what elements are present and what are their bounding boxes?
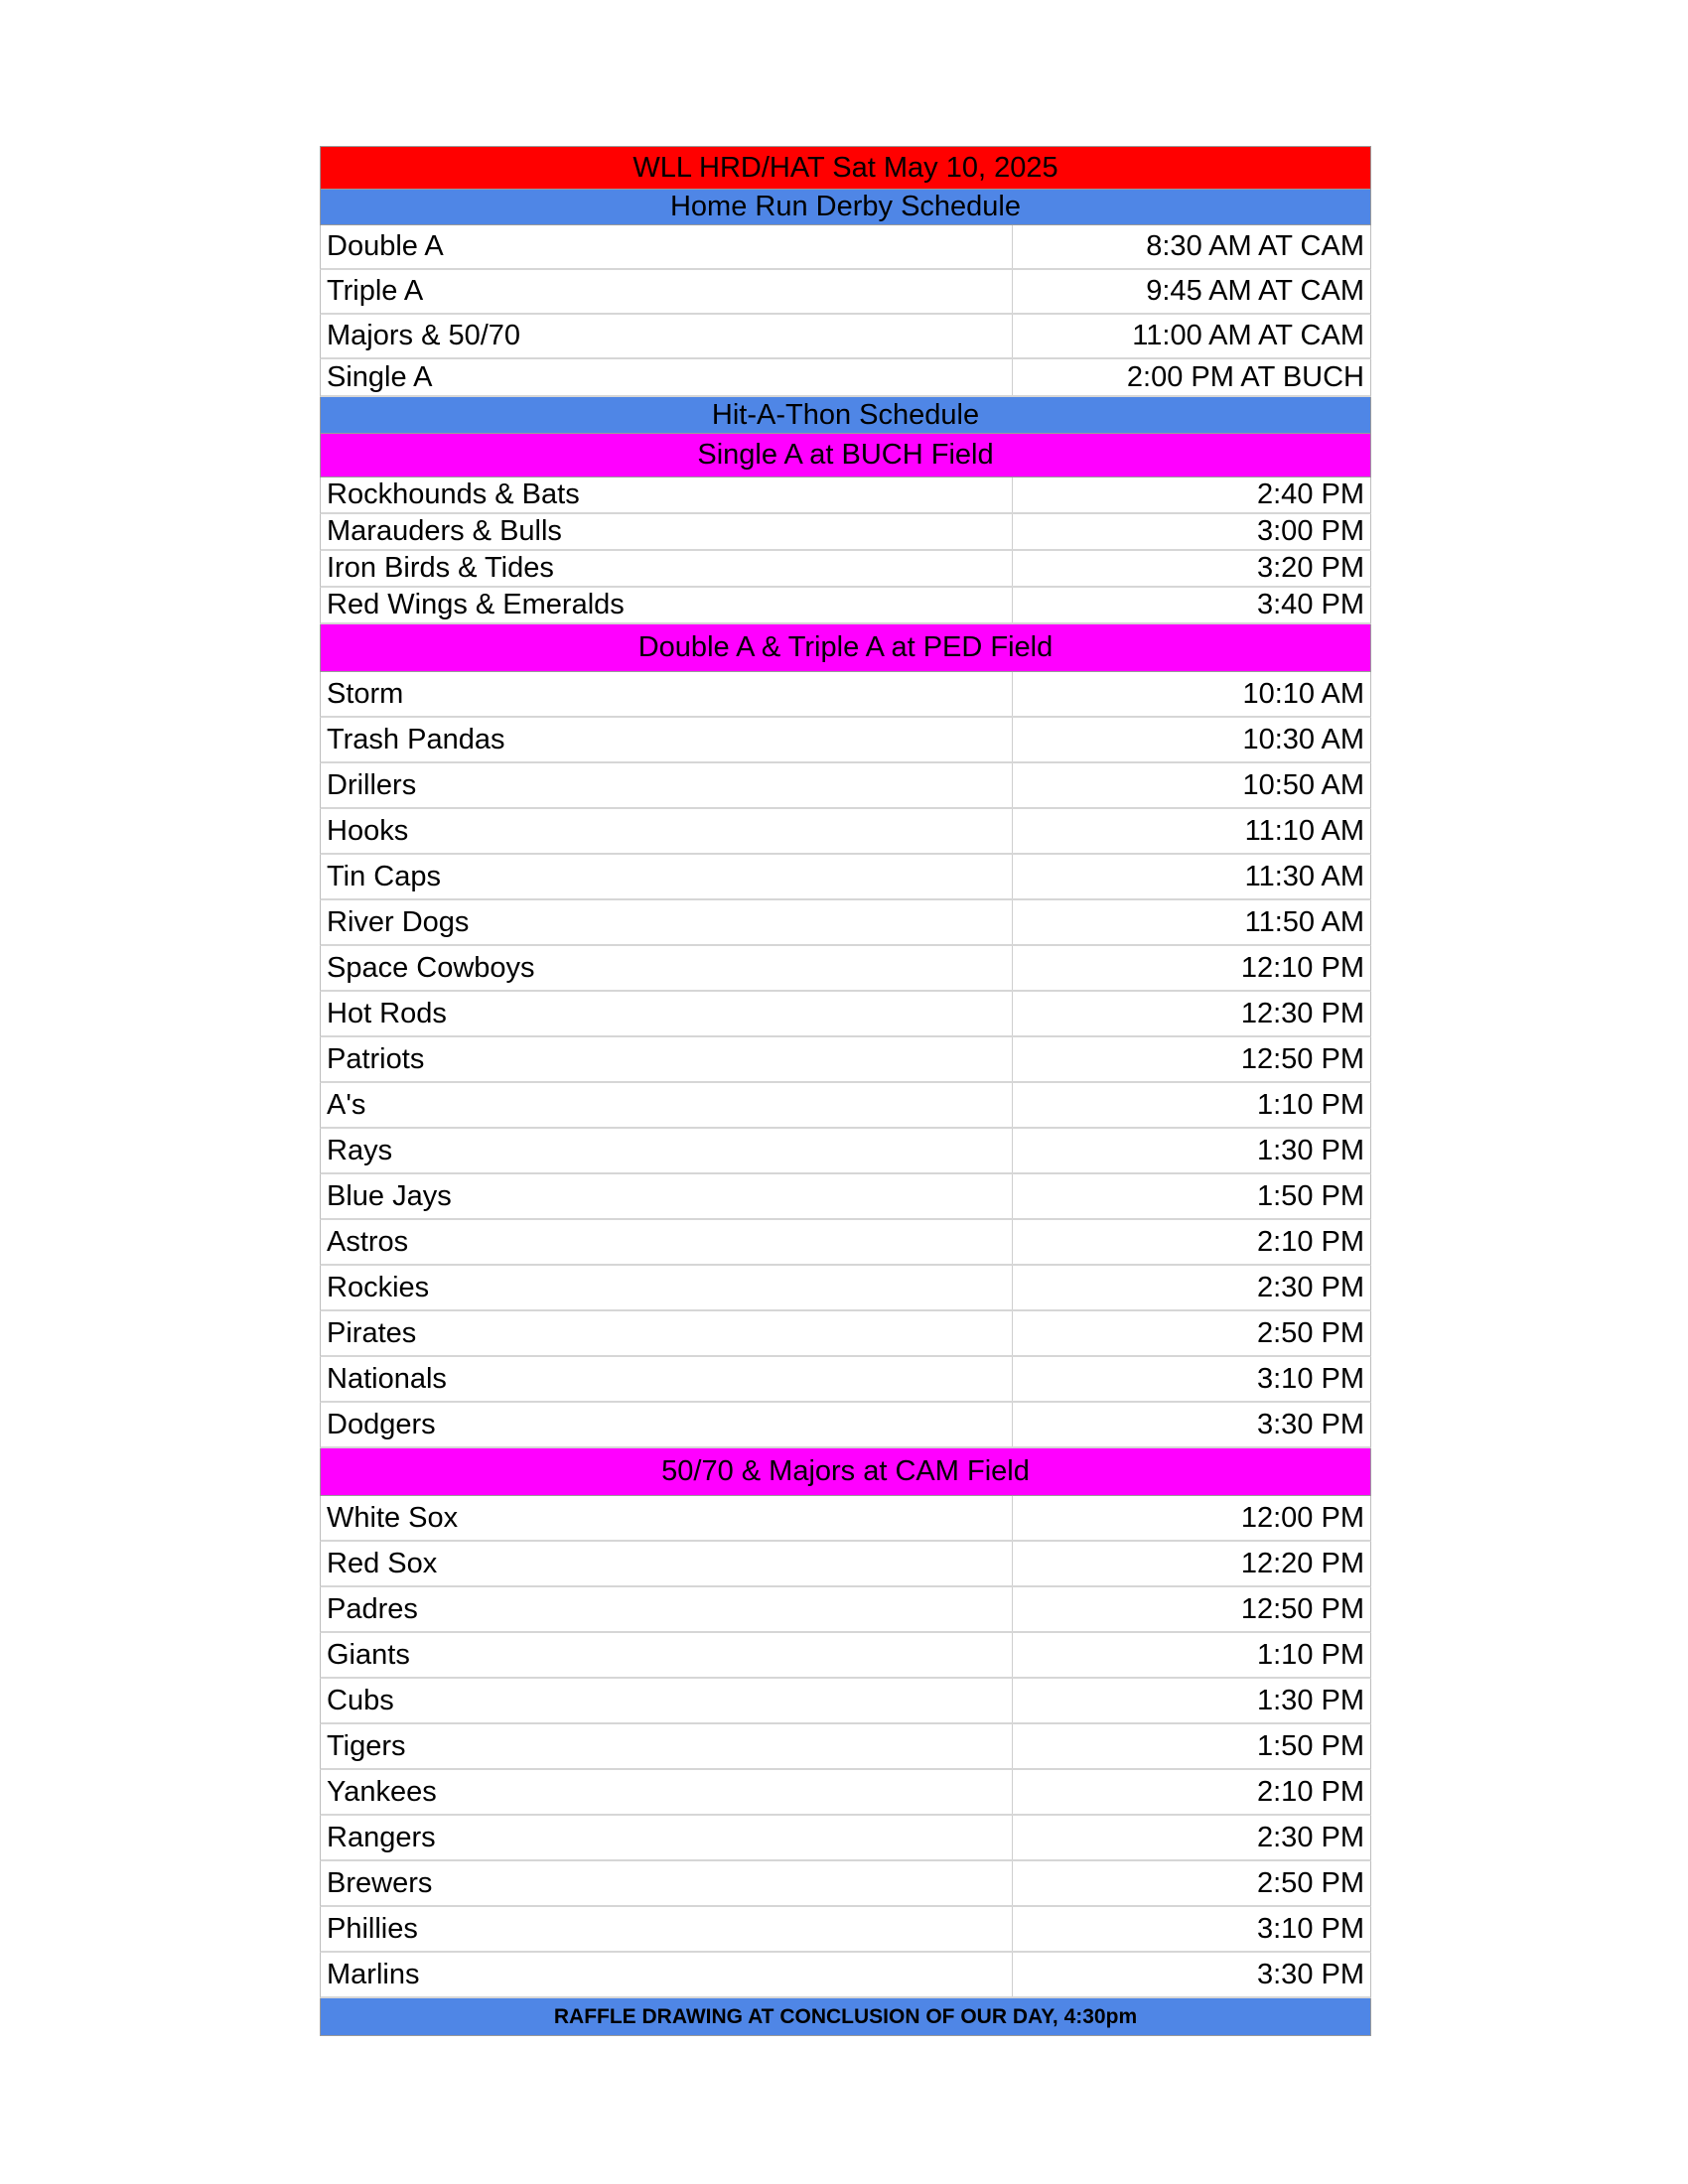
- table-row: [320, 1633, 1371, 1679]
- time-slot: 3:20 PM: [1257, 552, 1364, 584]
- time-slot: 2:50 PM: [1257, 1316, 1364, 1349]
- team-name: Tin Caps: [321, 855, 1013, 898]
- time-slot: 8:30 AM AT CAM: [1146, 230, 1364, 262]
- time-slot: 11:10 AM: [1244, 814, 1364, 847]
- table-row: [320, 763, 1371, 809]
- majors-rows: [320, 1496, 1371, 1998]
- team-name: Tigers: [321, 1724, 1013, 1768]
- team-name: A's: [321, 1083, 1013, 1127]
- table-row: [320, 359, 1371, 397]
- time-slot: 2:50 PM: [1257, 1866, 1364, 1899]
- table-row: [320, 1587, 1371, 1633]
- table-row: [320, 1266, 1371, 1311]
- table-row: [320, 1861, 1371, 1907]
- time-slot: 2:30 PM: [1257, 1821, 1364, 1853]
- time-slot: 11:30 AM: [1244, 860, 1364, 892]
- time-slot: 1:10 PM: [1257, 1638, 1364, 1671]
- team-name: Yankees: [321, 1770, 1013, 1814]
- team-name: Phillies: [321, 1907, 1013, 1951]
- page-title: WLL HRD/HAT Sat May 10, 2025: [320, 146, 1371, 190]
- team-name: Marlins: [321, 1953, 1013, 1996]
- team-name: Rockhounds & Bats: [321, 478, 1013, 512]
- time-slot: 11:00 AM AT CAM: [1132, 320, 1364, 351]
- time-slot: 3:00 PM: [1257, 515, 1364, 547]
- time-slot: 10:10 AM: [1242, 677, 1364, 710]
- team-name: Drillers: [321, 763, 1013, 807]
- team-name: Red Wings & Emeralds: [321, 588, 1013, 622]
- time-slot: 12:50 PM: [1240, 1042, 1364, 1075]
- team-name: Trash Pandas: [321, 718, 1013, 761]
- table-row: [320, 718, 1371, 763]
- team-name: River Dogs: [321, 900, 1013, 944]
- table-row: [320, 992, 1371, 1037]
- time-slot: 1:50 PM: [1257, 1179, 1364, 1212]
- table-row: [320, 672, 1371, 718]
- table-row: [320, 1083, 1371, 1129]
- table-row: [320, 855, 1371, 900]
- team-name: Majors & 50/70: [321, 315, 1013, 357]
- team-name: Pirates: [321, 1311, 1013, 1355]
- table-row: [320, 1357, 1371, 1403]
- team-name: Padres: [321, 1587, 1013, 1631]
- team-name: Triple A: [321, 270, 1013, 313]
- team-name: Giants: [321, 1633, 1013, 1677]
- table-row: [320, 1174, 1371, 1220]
- table-row: [320, 514, 1371, 551]
- time-slot: 12:10 PM: [1240, 951, 1364, 984]
- table-row: [320, 1129, 1371, 1174]
- team-name: Hot Rods: [321, 992, 1013, 1035]
- table-row: [320, 1724, 1371, 1770]
- time-slot: 3:10 PM: [1257, 1912, 1364, 1945]
- table-row: [320, 1037, 1371, 1083]
- table-row: [320, 809, 1371, 855]
- time-slot: 3:30 PM: [1257, 1408, 1364, 1440]
- time-slot: 11:50 AM: [1244, 905, 1364, 938]
- table-row: [320, 270, 1371, 315]
- team-name: Red Sox: [321, 1542, 1013, 1585]
- home-run-derby-heading: Home Run Derby Schedule: [320, 190, 1371, 225]
- time-slot: 2:00 PM AT BUCH: [1126, 360, 1364, 393]
- team-name: Dodgers: [321, 1403, 1013, 1446]
- team-name: Double A: [321, 225, 1013, 268]
- time-slot: 1:50 PM: [1257, 1729, 1364, 1762]
- table-row: [320, 551, 1371, 588]
- team-name: Rockies: [321, 1266, 1013, 1309]
- table-row: [320, 946, 1371, 992]
- table-row: [320, 1679, 1371, 1724]
- hit-a-thon-heading: Hit-A-Thon Schedule: [320, 397, 1371, 434]
- team-name: Marauders & Bulls: [321, 514, 1013, 549]
- table-row: [320, 1403, 1371, 1448]
- time-slot: 2:40 PM: [1257, 478, 1364, 510]
- time-slot: 1:30 PM: [1257, 1134, 1364, 1166]
- table-row: [320, 1220, 1371, 1266]
- time-slot: 1:30 PM: [1257, 1684, 1364, 1716]
- time-slot: 9:45 AM AT CAM: [1146, 275, 1364, 307]
- team-name: Brewers: [321, 1861, 1013, 1905]
- team-name: Space Cowboys: [321, 946, 1013, 990]
- table-row: [320, 1907, 1371, 1953]
- table-row: [320, 900, 1371, 946]
- table-row: [320, 225, 1371, 270]
- team-name: Cubs: [321, 1679, 1013, 1722]
- table-row: [320, 1816, 1371, 1861]
- table-row: [320, 1953, 1371, 1998]
- single-a-rows: [320, 478, 1371, 624]
- time-slot: 12:20 PM: [1240, 1547, 1364, 1579]
- team-name: Nationals: [321, 1357, 1013, 1401]
- double-triple-a-rows: [320, 672, 1371, 1448]
- time-slot: 12:50 PM: [1240, 1592, 1364, 1625]
- time-slot: 3:40 PM: [1257, 589, 1364, 620]
- table-row: [320, 1770, 1371, 1816]
- time-slot: 3:10 PM: [1257, 1362, 1364, 1395]
- team-name: Iron Birds & Tides: [321, 551, 1013, 586]
- team-name: Astros: [321, 1220, 1013, 1264]
- section-heading-majors: 50/70 & Majors at CAM Field: [320, 1448, 1371, 1496]
- table-row: [320, 588, 1371, 624]
- table-row: [320, 1542, 1371, 1587]
- team-name: Hooks: [321, 809, 1013, 853]
- time-slot: 10:50 AM: [1242, 768, 1364, 801]
- section-heading-double-triple-a: Double A & Triple A at PED Field: [320, 624, 1371, 672]
- time-slot: 2:10 PM: [1257, 1775, 1364, 1808]
- team-name: Storm: [321, 672, 1013, 716]
- time-slot: 3:30 PM: [1257, 1958, 1364, 1990]
- time-slot: 10:30 AM: [1242, 723, 1364, 755]
- table-row: [320, 315, 1371, 359]
- team-name: White Sox: [321, 1496, 1013, 1540]
- schedule-table: [320, 146, 1371, 2036]
- time-slot: 12:30 PM: [1240, 997, 1364, 1029]
- table-row: [320, 1496, 1371, 1542]
- team-name: Blue Jays: [321, 1174, 1013, 1218]
- team-name: Patriots: [321, 1037, 1013, 1081]
- team-name: Single A: [321, 359, 1013, 395]
- home-run-derby-rows: [320, 225, 1371, 397]
- time-slot: 12:00 PM: [1240, 1501, 1364, 1534]
- raffle-footer: RAFFLE DRAWING AT CONCLUSION OF OUR DAY, 4:30pm: [320, 1998, 1371, 2036]
- time-slot: 2:10 PM: [1257, 1225, 1364, 1258]
- table-row: [320, 1311, 1371, 1357]
- table-row: [320, 478, 1371, 514]
- team-name: Rays: [321, 1129, 1013, 1172]
- time-slot: 1:10 PM: [1257, 1088, 1364, 1121]
- team-name: Rangers: [321, 1816, 1013, 1859]
- section-heading-single-a: Single A at BUCH Field: [320, 434, 1371, 478]
- time-slot: 2:30 PM: [1257, 1271, 1364, 1303]
